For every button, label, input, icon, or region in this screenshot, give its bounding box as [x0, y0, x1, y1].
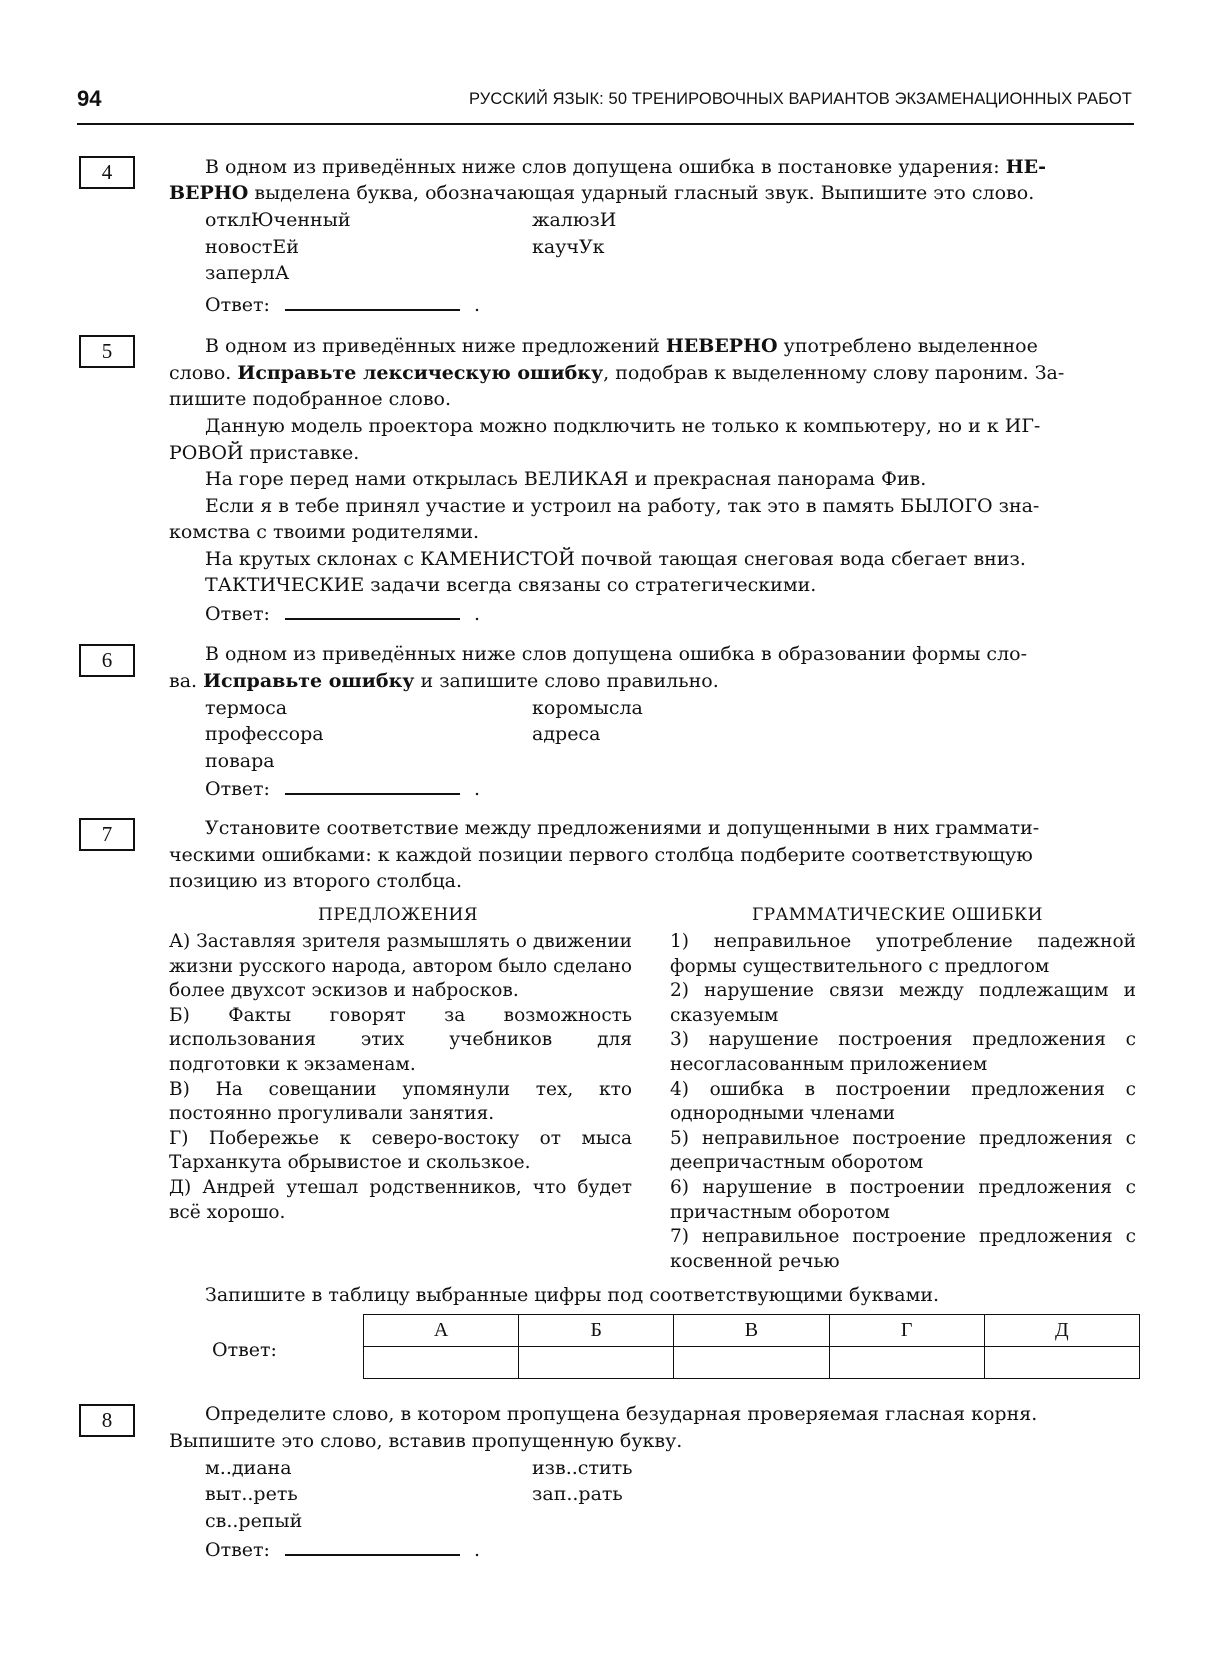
task-5-sentence: ТАКТИЧЕСКИЕ задачи всегда связаны со стратегическими.	[205, 574, 817, 596]
task-6-word: коромысла	[532, 697, 643, 719]
answer-cell-v[interactable]	[674, 1347, 829, 1379]
answer-label: Ответ:	[205, 603, 270, 625]
task-6-answer-field[interactable]	[285, 793, 460, 795]
error-item: 7) неправильное построение предложения с косвенной речью	[670, 1226, 1136, 1272]
sentence-item: Г) Побережье к северо-востоку от мыса Тарханкута обрывистое и скользкое.	[169, 1127, 632, 1174]
task-8-word: изв..стить	[532, 1457, 633, 1479]
answer-table-header: В	[674, 1315, 829, 1347]
error-item: 5) неправильное построение предложения с деепричастным оборотом	[670, 1127, 1136, 1174]
answer-table-header: Д	[984, 1315, 1139, 1347]
header-rule	[77, 123, 1134, 125]
task-4-word: каучУк	[532, 236, 605, 258]
error-item: 2) нарушение связи между подлежащим и сказуемым	[670, 980, 1136, 1026]
task-5-sentence-cont: комства с твоими родителями.	[169, 521, 480, 543]
task-6-text-line1: В одном из приведённых ниже слов допущена ошибка в образовании формы сло-	[205, 643, 1027, 665]
task-4-word: отклЮченный	[205, 209, 351, 231]
task-7-number: 7	[79, 818, 135, 851]
task-4-answer-field[interactable]	[285, 309, 460, 311]
task-7-text-line2: ческими ошибками: к каждой позиции первого столбца подберите соответствующую	[169, 844, 1033, 866]
task-6-word: термоса	[205, 697, 288, 719]
answer-table-header: Г	[829, 1315, 984, 1347]
task-5-sentence: Если я в тебе принял участие и устроил на работу, так это в память БЫЛОГО зна-	[205, 495, 1040, 517]
task-5-sentence-cont: РОВОЙ приставке.	[169, 442, 360, 464]
task-7-text-line3: позицию из второго столбца.	[169, 870, 463, 892]
sentences-column	[169, 930, 632, 1225]
answer-period: .	[474, 294, 481, 316]
task-8-answer-field[interactable]	[285, 1554, 460, 1556]
column-title-errors: ГРАММАТИЧЕСКИЕ ОШИБКИ	[752, 905, 1043, 925]
column-title-sentences: ПРЕДЛОЖЕНИЯ	[318, 905, 478, 925]
task-5-text-line1: В одном из приведённых ниже предложений НЕВЕРНО употреблено выделенное	[205, 335, 1038, 357]
task-4-word: заперлА	[205, 262, 290, 284]
answer-label: Ответ:	[212, 1339, 277, 1361]
task-6-word: профессора	[205, 723, 324, 745]
task-4-number: 4	[79, 156, 135, 189]
task-4-word: жалюзИ	[532, 209, 617, 231]
answer-label: Ответ:	[205, 294, 270, 316]
task-8-word: м..диана	[205, 1457, 292, 1479]
error-item: 4) ошибка в построении предложения с однородными членами	[670, 1078, 1136, 1125]
task-5-sentence: На горе перед нами открылась ВЕЛИКАЯ и прекрасная панорама Фив.	[205, 468, 927, 490]
task-6-word: повара	[205, 750, 275, 772]
sentence-item: В) На совещании упомянули тех, кто постоянно прогуливали занятия.	[169, 1078, 632, 1125]
task-4-text-line1: В одном из приведённых ниже слов допущена ошибка в постановке ударения: НЕ-	[205, 156, 1047, 178]
task-8-text-line1: Определите слово, в котором пропущена безударная проверяемая гласная корня.	[205, 1403, 1038, 1425]
task-8-word: зап..рать	[532, 1483, 623, 1505]
task-7-instruction: Запишите в таблицу выбранные цифры под соответствующими буквами.	[205, 1284, 940, 1306]
answer-cell-g[interactable]	[829, 1347, 984, 1379]
task-7-text-line1: Установите соответствие между предложениями и допущенными в них граммати-	[205, 817, 1040, 839]
sentence-item: Д) Андрей утешал родственников, что будет всё хорошо.	[169, 1176, 632, 1223]
sentence-item: Б) Факты говорят за возможность использования этих учебников для подготовки к экзаменам.	[169, 1004, 632, 1075]
task-5-answer-field[interactable]	[285, 618, 460, 620]
running-header: РУССКИЙ ЯЗЫК: 50 ТРЕНИРОВОЧНЫХ ВАРИАНТОВ ЭКЗАМЕНАЦИОННЫХ РАБОТ	[469, 90, 1132, 108]
task-8-word: св..репый	[205, 1510, 303, 1532]
task-8-word: выт..реть	[205, 1483, 298, 1505]
errors-column	[670, 930, 1136, 1274]
answer-period: .	[474, 603, 481, 625]
task-8-number: 8	[79, 1404, 135, 1437]
page-number: 94	[77, 86, 102, 111]
task-5-sentence: На крутых склонах с КАМЕНИСТОЙ почвой тающая снеговая вода сбегает вниз.	[205, 548, 1026, 570]
answer-table-header: Б	[519, 1315, 674, 1347]
task-8-text-line2: Выпишите это слово, вставив пропущенную букву.	[169, 1430, 683, 1452]
task-4-text-line2: ВЕРНО выделена буква, обозначающая ударный гласный звук. Выпишите это слово.	[169, 182, 1035, 204]
answer-cell-a[interactable]	[364, 1347, 519, 1379]
error-item: 6) нарушение в построении предложения с причастным оборотом	[670, 1176, 1136, 1223]
answer-cell-d[interactable]	[984, 1347, 1139, 1379]
answer-period: .	[474, 1539, 481, 1561]
answer-label: Ответ:	[205, 1539, 270, 1561]
answer-table-header: А	[364, 1315, 519, 1347]
answer-period: .	[474, 778, 481, 800]
answer-table-input-row	[364, 1347, 1140, 1379]
answer-table	[363, 1314, 1140, 1379]
error-item: 1) неправильное употребление падежной формы существительного с предлогом	[670, 931, 1136, 977]
answer-cell-b[interactable]	[519, 1347, 674, 1379]
task-5-text-line3: пишите подобранное слово.	[169, 388, 451, 410]
answer-label: Ответ:	[205, 778, 270, 800]
task-5-number: 5	[79, 335, 135, 368]
error-item: 3) нарушение построения предложения с несогласованным приложением	[670, 1029, 1136, 1075]
task-6-number: 6	[79, 644, 135, 677]
sentence-item: А) Заставляя зрителя размышлять о движении жизни русского народа, автором было сделано более двухсот эскизов и набросков.	[169, 931, 633, 1002]
task-4-word: новостЕй	[205, 236, 299, 258]
task-6-text-line2: ва. Исправьте ошибку и запишите слово правильно.	[169, 670, 719, 692]
task-5-text-line2: слово. Исправьте лексическую ошибку, подобрав к выделенному слову пароним. За-	[169, 362, 1065, 384]
task-6-word: адреса	[532, 723, 601, 745]
task-5-sentence: Данную модель проектора можно подключить не только к компьютеру, но и к ИГ-	[205, 415, 1041, 437]
answer-table-header-row	[364, 1315, 1140, 1347]
